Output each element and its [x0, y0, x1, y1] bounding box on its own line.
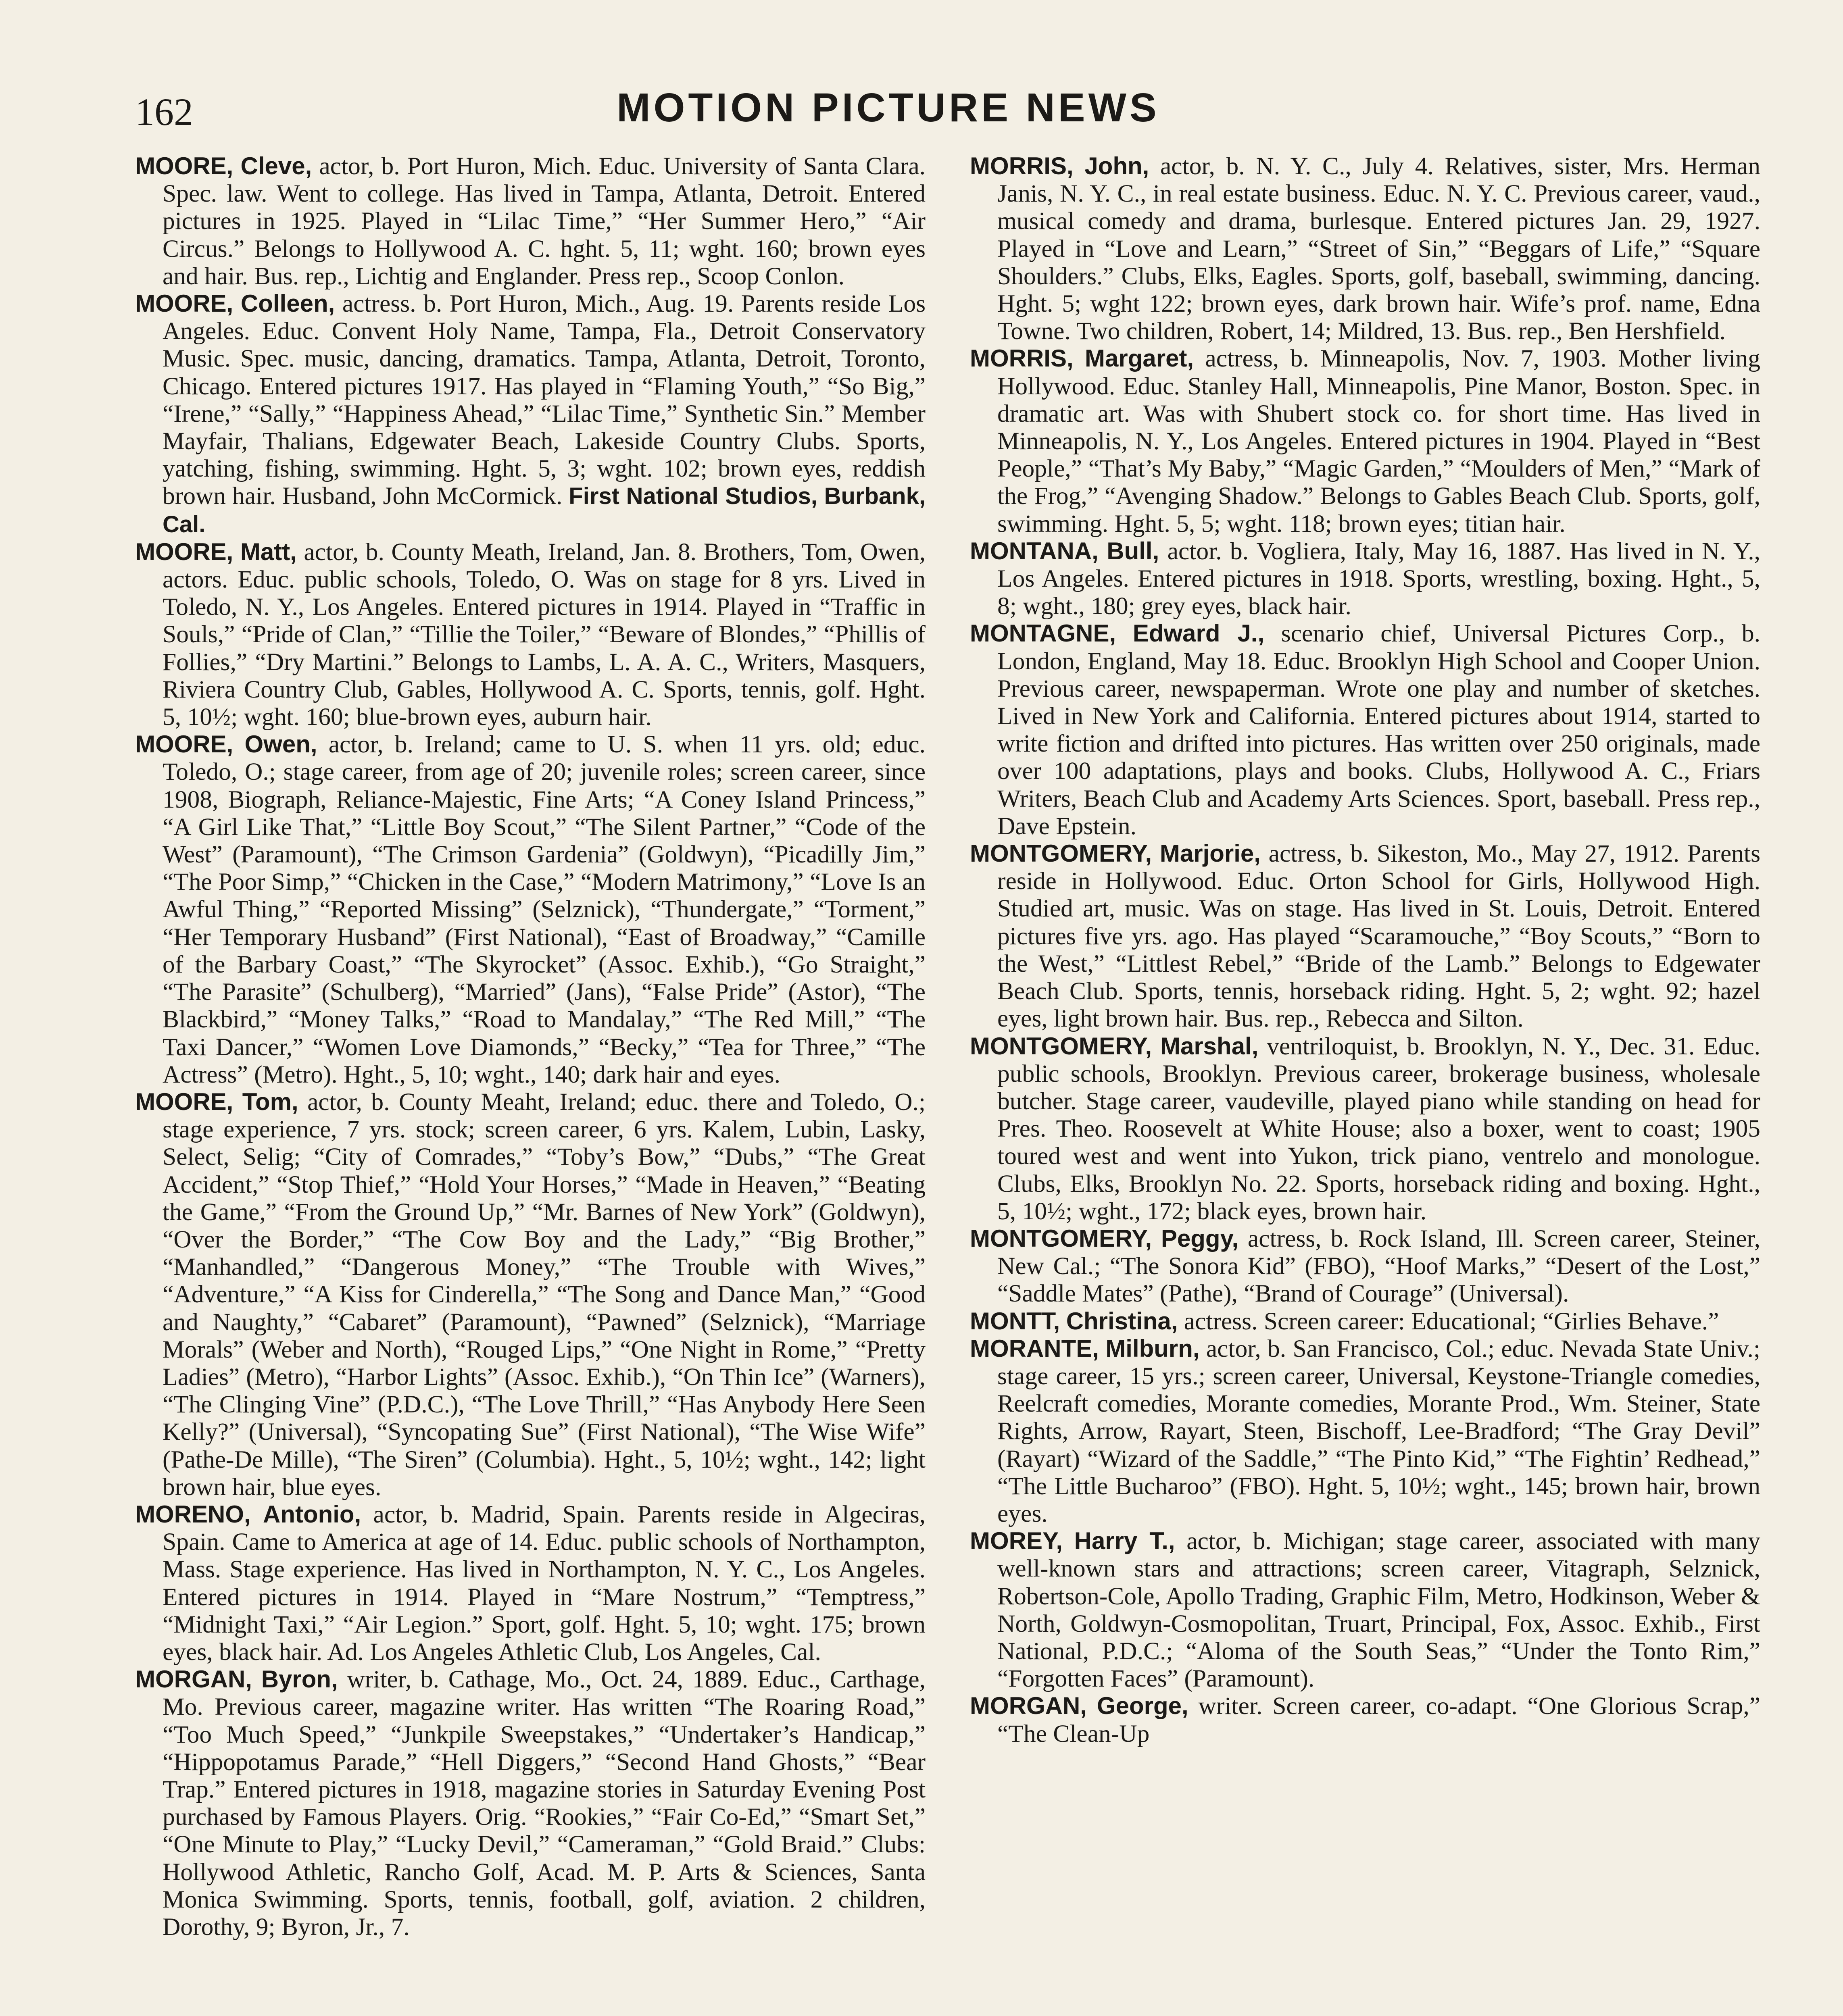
entry-text: writer. Screen career, co-adapt. “One Glorious Scrap,” “The Clean-Up: [997, 1692, 1761, 1747]
entry-morris-margaret: [970, 345, 1760, 537]
entry-surname: MONTANA,: [970, 537, 1099, 564]
entry-morgan-george: [970, 1692, 1761, 1747]
entry-studio: First National Studios, Burbank, Cal.: [163, 483, 926, 537]
entry-morgan-byron: [135, 1666, 926, 1941]
entry-surname: MONTGOMERY,: [970, 840, 1152, 867]
entry-given-name: Cleve,: [240, 152, 312, 179]
entry-text: actor, b. County Meath, Ireland, Jan. 8. Brothers, Tom, Owen, actors. Educ. public schools, Toledo, O. Was on stage for 8 yrs. Lived in Toledo, N. Y., Los Angeles. Entered pictures in 1914. Played in “Traffic in Souls,” “Pride of Clan,” “Tillie the Toiler,” “Beware of Blondes,” “Phillis of Follies,” “Dry Martini.” Belongs to Lambs, L. A. A. C., Writers, Masquers, Riviera Country Club, Gables, Hollywood A. C. Sports, tennis, golf. Hght. 5, 10½; wght. 160; blue-brown eyes, auburn hair.: [163, 538, 926, 731]
entry-surname: MORENO,: [135, 1500, 251, 1528]
entry-text: actress. b. Port Huron, Mich., Aug. 19. Parents reside Los Angeles. Educ. Convent Holy Name, Tampa, Fla., Detroit Conservatory Music. Spec. music, dancing, dramatics. Tampa, Atlanta, Detroit, Toronto, Chicago. Entered pictures 1917. Has played in “Flaming Youth,” “So Big,” “Irene,” “Sally,” “Happiness Ahead,” “Lilac Time,” Synthetic Sin.” Member Mayfair, Thalians, Edgewater Beach, Lakeside Country Clubs. Sports, yatching, fishing, swimming. Hght. 5, 3; wght. 102; brown eyes, reddish brown hair. Husband, John McCormick.: [163, 290, 926, 510]
entry-text: ventriloquist, b. Brooklyn, N. Y., Dec. 31. Educ. public schools, Brooklyn. Previous career, brokerage business, wholesale butcher. Stage career, vaudeville, played piano while standing on head for Pres. Theo. Roosevelt at White House; also a boxer, went to coast; 1905 toured west and went into Yukon, trick piano, ventrelo and monologue. Clubs, Elks, Brooklyn No. 22. Sports, horseback riding and boxing. Hght., 5, 10½; wght., 172; black eyes, brown hair.: [997, 1032, 1760, 1225]
entry-montana-bull: [970, 537, 1761, 620]
entry-moore-tom: [135, 1088, 926, 1501]
entry-montgomery-marjorie: [970, 840, 1761, 1033]
entry-given-name: Marjorie,: [1159, 840, 1261, 867]
entry-given-name: Owen,: [244, 731, 317, 758]
entry-given-name: Milburn,: [1105, 1335, 1200, 1362]
entry-moreno-antonio: [135, 1500, 926, 1666]
entry-morris-john: [970, 152, 1761, 345]
entry-given-name: Byron,: [261, 1666, 338, 1693]
entry-given-name: John,: [1084, 152, 1149, 179]
entry-surname: MORANTE,: [970, 1335, 1099, 1362]
entry-given-name: Antonio,: [263, 1500, 361, 1528]
entry-text: actor, b. San Francisco, Col.; educ. Nevada State Univ.; stage career, 15 yrs.; screen career, Universal, Keystone-Triangle comedies, Reelcraft comedies, Morante comedies, Morante Prod., Wm. Steiner, State Rights, Arrow, Rayart, Steen, Bischoff, Lee-Bradford; “The Gray Devil” (Rayart) “Wizard of the Saddle,” “The Pinto Kid,” “The Fightin’ Redhead,” “The Little Bucharoo” (FBO). Hght. 5, 10½; wght., 145; brown hair, brown eyes.: [997, 1335, 1761, 1527]
journal-title: MOTION PICTURE NEWS: [617, 85, 1160, 130]
entry-montgomery-peggy: [970, 1225, 1760, 1308]
entry-given-name: George,: [1097, 1692, 1188, 1720]
entry-text: actress. Screen career: Educational; “Girlies Behave.”: [1184, 1307, 1719, 1335]
entry-surname: MONTT,: [970, 1307, 1060, 1335]
entry-surname: MORRIS,: [970, 345, 1074, 372]
entry-montt-christina: [970, 1307, 1760, 1335]
entry-surname: MOORE,: [135, 152, 234, 179]
entry-surname: MORRIS,: [970, 152, 1074, 179]
entry-surname: MOORE,: [135, 1088, 234, 1115]
right-column: [970, 152, 1760, 1747]
entry-text: actress, b. Rock Island, Ill. Screen career, Steiner, New Cal.; “The Sonora Kid” (FBO), “Hoof Marks,” “Desert of the Lost,” “Saddle Mates” (Pathe), “Brand of Courage” (Universal).: [997, 1225, 1760, 1308]
entry-given-name: Peggy,: [1161, 1225, 1239, 1252]
entry-given-name: Tom,: [242, 1088, 298, 1115]
entry-text: actor, b. Ireland; came to U. S. when 11 yrs. old; educ. Toledo, O.; stage career, from age of 20; juvenile roles; screen career, since 1908, Biograph, Reliance-Majestic, Fine Arts; “A Coney Island Princess,” “A Girl Like That,” “Little Boy Scout,” “The Silent Partner,” “Code of the West” (Paramount), “The Crimson Gardenia” (Goldwyn), “Picadilly Jim,” “The Poor Simp,” “Chicken in the Case,” “Modern Matrimony,” “Love Is an Awful Thing,” “Reported Missing” (Selznick), “Thundergate,” “Torment,” “Her Temporary Husband” (First National), “East of Broadway,” “Camille of the Barbary Coast,” “The Skyrocket” (Assoc. Exhib.), “Go Straight,” “The Parasite” (Schulberg), “Married” (Jans), “False Pride” (Astor), “The Blackbird,” “Money Talks,” “Road to Mandalay,” “The Red Mill,” “The Taxi Dancer,” “Women Love Diamonds,” “Becky,” “Tea for Three,” “The Actress” (Metro). Hght., 5, 10; wght., 140; dark hair and eyes.: [163, 731, 926, 1088]
entry-surname: MONTGOMERY,: [970, 1225, 1152, 1252]
page-header: [135, 85, 1641, 145]
entry-surname: MONTGOMERY,: [970, 1032, 1152, 1060]
entry-surname: MOREY,: [970, 1527, 1063, 1555]
entry-text: actress, b. Sikeston, Mo., May 27, 1912. Parents reside in Hollywood. Educ. Orton School for Girls, Hollywood High. Studied art, music. Was on stage. Has lived in St. Louis, Detroit. Entered pictures five yrs. ago. Has played “Scaramouche,” “Boy Scouts,” “Born to the West,” “Littlest Rebel,” “Bride of the Lamb.” Belongs to Edgewater Beach Club. Sports, tennis, horseback riding. Hght. 5, 2; wght. 92; hazel eyes, light brown hair. Bus. rep., Rebecca and Silton.: [997, 840, 1761, 1033]
entry-given-name: Marshal,: [1160, 1032, 1259, 1060]
entry-given-name: Christina,: [1066, 1307, 1178, 1335]
entry-montagne-edward: [970, 620, 1761, 840]
entry-given-name: Matt,: [240, 538, 297, 565]
entry-moore-matt: [135, 538, 926, 731]
entry-surname: MOORE,: [135, 538, 234, 565]
entry-text: actor, b. Michigan; stage career, associated with many well-known stars and attractions; screen career, Vitagraph, Selznick, Robertson-Cole, Apollo Trading, Graphic Film, Metro, Hodkinson, Weber & North, Goldwyn-Cosmopolitan, Truart, Principal, Fox, Assoc. Exhib., First National, P.D.C.; “Aloma of the South Seas,” “Under the Tonto Rim,” “Forgotten Faces” (Paramount).: [997, 1527, 1761, 1693]
entry-moore-owen: [135, 731, 926, 1088]
entry-text: actor, b. County Meaht, Ireland; educ. there and Toledo, O.; stage experience, 7 yrs. stock; screen career, 6 yrs. Kalem, Lubin, Lasky, Select, Selig; “City of Comrades,” “Toby’s Bow,” “Dubs,” “The Great Accident,” “Stop Thief,” “Hold Your Horses,” “Made in Heaven,” “Beating the Game,” “From the Ground Up,” “Mr. Barnes of New York” (Goldwyn), “Over the Border,” “The Cow Boy and the Lady,” “Big Brother,” “Manhandled,” “Dangerous Money,” “The Trouble with Wives,” “Adventure,” “A Kiss for Cinderella,” “The Song and Dance Man,” “Good and Naughty,” “Cabaret” (Paramount), “Pawned” (Selznick), “Marriage Morals” (Weber and North), “Rouged Lips,” “One Night in Rome,” “Pretty Ladies” (Metro), “Harbor Lights” (Assoc. Exhib.), “On Thin Ice” (Warners), “The Clinging Vine” (P.D.C.), “The Love Thrill,” “Has Anybody Here Seen Kelly?” (Universal), “Syncopating Sue” (First National), “The Wise Wife” (Pathe-De Mille), “The Siren” (Columbia). Hght., 5, 10½; wght., 142; light brown hair, blue eyes.: [163, 1088, 926, 1501]
entry-text: writer, b. Cathage, Mo., Oct. 24, 1889. Educ., Carthage, Mo. Previous career, magazine writer. Has written “The Roaring Road,” “Too Much Speed,” “Junkpile Sweepstakes,” “Undertaker’s Handicap,” “Hippopotamus Parade,” “Hell Diggers,” “Second Hand Ghosts,” “Bear Trap.” Entered pictures in 1918, magazine stories in Saturday Evening Post purchased by Famous Players. Orig. “Rookies,” “Fair Co-Ed,” “Smart Set,” “One Minute to Play,” “Lucky Devil,” “Cameraman,” “Gold Braid.” Clubs: Hollywood Athletic, Rancho Golf, Acad. M. P. Arts & Sciences, Santa Monica Swimming. Sports, tennis, football, golf, aviation. 2 children, Dorothy, 9; Byron, Jr., 7.: [163, 1666, 926, 1941]
entry-morey-harry: [970, 1527, 1761, 1693]
entry-surname: MOORE,: [135, 731, 234, 758]
entry-text: actor, b. Port Huron, Mich. Educ. University of Santa Clara. Spec. law. Went to college. Has lived in Tampa, Atlanta, Detroit. Entered pictures in 1925. Played in “Lilac Time,” “Her Summer Hero,” “Air Circus.” Belongs to Hollywood A. C. hght. 5, 11; wght. 160; brown eyes and hair. Bus. rep., Lichtig and Englander. Press rep., Scoop Conlon.: [163, 152, 926, 290]
entry-montgomery-marshal: [970, 1032, 1760, 1225]
entry-given-name: Harry T.,: [1074, 1527, 1175, 1555]
entry-surname: MORGAN,: [970, 1692, 1087, 1720]
entry-text: actor. b. Vogliera, Italy, May 16, 1887. Has lived in N. Y., Los Angeles. Entered pictures in 1918. Sports, wrestling, boxing. Hght., 5, 8; wght., 180; grey eyes, black hair.: [997, 537, 1761, 620]
entry-surname: MONTAGNE,: [970, 620, 1116, 647]
entry-given-name: Margaret,: [1085, 345, 1194, 372]
entry-text: actor, b. Madrid, Spain. Parents reside in Algeciras, Spain. Came to America at age of 14. Educ. public schools of Northampton, Mass. Stage experience. Has lived in Northampton, N. Y. C., Los Angeles. Entered pictures in 1914. Played in “Mare Nostrum,” “Temptress,” “Midnight Taxi,” “Air Legion.” Sport, golf. Hght. 5, 10; wght. 175; brown eyes, black hair. Ad. Los Angeles Athletic Club, Los Angeles, Cal.: [163, 1500, 926, 1666]
entry-surname: MORGAN,: [135, 1666, 252, 1693]
entry-given-name: Bull,: [1107, 537, 1159, 564]
left-column: [135, 152, 926, 1941]
entry-morante-milburn: [970, 1335, 1761, 1527]
entry-text: actor, b. N. Y. C., July 4. Relatives, sister, Mrs. Herman Janis, N. Y. C., in real estate business. Educ. N. Y. C. Previous career, vaud., musical comedy and drama, burlesque. Entered pictures Jan. 29, 1927. Played in “Love and Learn,” “Street of Sin,” “Beggars of Life,” “Square Shoulders.” Clubs, Elks, Eagles. Sports, golf, baseball, swimming, dancing. Hght. 5; wght 122; brown eyes, dark brown hair. Wife’s prof. name, Edna Towne. Two children, Robert, 14; Mildred, 13. Bus. rep., Ben Hershfield.: [997, 152, 1761, 345]
page-number: 162: [135, 90, 193, 133]
entry-moore-cleve: [135, 152, 926, 290]
entry-given-name: Edward J.,: [1132, 620, 1265, 647]
entry-text: actress, b. Minneapolis, Nov. 7, 1903. Mother living Hollywood. Educ. Stanley Hall, Minneapolis, Pine Manor, Boston. Spec. in dramatic art. Was with Shubert stock co. for short time. Has lived in Minneapolis, N. Y., Los Angeles. Entered pictures in 1904. Played in “Best People,” “That’s My Baby,” “Magic Garden,” “Moulders of Men,” “Mark of the Frog,” “Avenging Shadow.” Belongs to Gables Beach Club. Sports, golf, swimming. Hght. 5, 5; wght. 118; brown eyes; titian hair.: [997, 345, 1760, 537]
entry-moore-colleen: [135, 290, 926, 538]
entry-surname: MOORE,: [135, 290, 234, 317]
entry-given-name: Colleen,: [240, 290, 335, 317]
entry-text: scenario chief, Universal Pictures Corp., b. London, England, May 18. Educ. Brooklyn High School and Cooper Union. Previous career, newspaperman. Wrote one play and number of sketches. Lived in New York and California. Entered pictures about 1914, started to write fiction and drifted into pictures. Has written over 250 originals, made over 100 adaptations, plays and books. Clubs, Hollywood A. C., Friars Writers, Beach Club and Academy Arts Sciences. Sport, baseball. Press rep., Dave Epstein.: [997, 620, 1761, 840]
